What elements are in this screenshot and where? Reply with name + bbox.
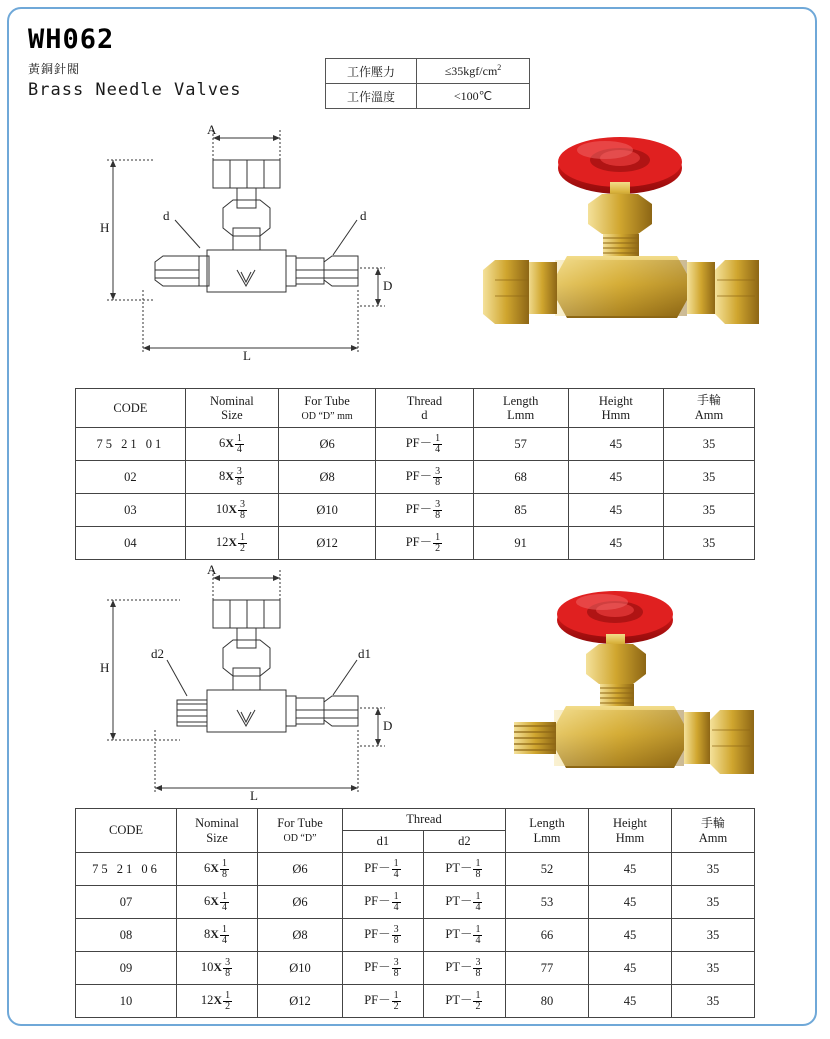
cell-height: 45 xyxy=(589,853,672,886)
table-row xyxy=(76,985,755,1018)
cell-handwheel: 35 xyxy=(663,428,754,461)
cell-nominal-size: 8X $\frac{3}{8}$ xyxy=(185,461,278,494)
table-row xyxy=(76,919,755,952)
table-row xyxy=(76,952,755,985)
cell-nominal-size: 12X $\frac{1}{2}$ xyxy=(177,985,258,1018)
spec-value-temperature: <100℃ xyxy=(417,84,530,109)
table-row xyxy=(76,886,755,919)
cell-nominal-size: 10X $\frac{3}{8}$ xyxy=(185,494,278,527)
th-for-tube: For Tube OD “D” mm xyxy=(278,389,375,428)
cell-code: 08 xyxy=(76,919,177,952)
cell-thread-d1: PF－ $\frac{1}{4}$ xyxy=(343,853,424,886)
dim-label-d-bottom: D xyxy=(383,718,393,733)
th-thread-d1: d1 xyxy=(343,831,424,853)
th-length: Length Lmm xyxy=(473,389,568,428)
cell-height: 45 xyxy=(568,428,663,461)
cell-nominal-size: 6X $\frac{1}{4}$ xyxy=(185,428,278,461)
cell-nominal-size: 10X $\frac{3}{8}$ xyxy=(177,952,258,985)
dim-label-h-top: H xyxy=(100,220,110,235)
cell-nominal-size: 6X $\frac{1}{8}$ xyxy=(177,853,258,886)
table-row xyxy=(76,461,755,494)
cell-handwheel: 35 xyxy=(672,886,755,919)
cell-length: 91 xyxy=(473,527,568,560)
cell-length: 80 xyxy=(506,985,589,1018)
page-title: WH062 xyxy=(28,24,115,55)
dim-label-d-top: D xyxy=(383,278,393,293)
cell-handwheel: 35 xyxy=(663,494,754,527)
title-block xyxy=(28,24,241,100)
cell-thread-d1: PF－ $\frac{3}{8}$ xyxy=(343,919,424,952)
th-nominal-size: Nominal Size xyxy=(177,809,258,853)
spec-sup-pressure: 2 xyxy=(497,63,502,72)
cell-length: 53 xyxy=(506,886,589,919)
cell-for-tube: Ø10 xyxy=(258,952,343,985)
th-thread: Thread d xyxy=(376,389,473,428)
dim-label-h-bottom: H xyxy=(100,660,110,675)
callout-d-right-top: d xyxy=(360,208,367,223)
dim-label-l-top: L xyxy=(243,348,251,363)
table-row xyxy=(76,527,755,560)
spec-value-pressure: $\le 35kgf/cm^2$ xyxy=(417,59,530,84)
cell-height: 45 xyxy=(589,886,672,919)
cell-handwheel: 35 xyxy=(672,952,755,985)
spec-row-temperature xyxy=(326,84,530,109)
table-header-row xyxy=(76,389,755,428)
english-title: Brass Needle Valves xyxy=(28,80,242,100)
cell-thread-d1: PF－ $\frac{3}{8}$ xyxy=(343,952,424,985)
cell-height: 45 xyxy=(568,461,663,494)
callout-d2-left-bottom: d2 xyxy=(151,646,164,661)
th-height: Height Hmm xyxy=(568,389,663,428)
spec-label-pressure: 工作壓力 xyxy=(326,59,417,84)
th-thread-d2: d2 xyxy=(423,831,505,853)
th-height: Height Hmm xyxy=(589,809,672,853)
cell-for-tube: Ø10 xyxy=(278,494,375,527)
cell-handwheel: 35 xyxy=(672,919,755,952)
cell-for-tube: Ø6 xyxy=(278,428,375,461)
chinese-title: 黃銅針閥 xyxy=(28,62,81,76)
product-photo-top xyxy=(455,130,785,365)
dim-label-a-top: A xyxy=(207,122,217,137)
callout-d1-right-bottom: d1 xyxy=(358,646,371,661)
table-row xyxy=(76,494,755,527)
cell-thread: PF－ $\frac{3}{8}$ xyxy=(376,461,473,494)
cell-height: 45 xyxy=(589,952,672,985)
cell-thread-d1: PF－ $\frac{1}{4}$ xyxy=(343,886,424,919)
cell-code: 75 21 06 xyxy=(76,853,177,886)
th-thread: Thread xyxy=(343,809,506,831)
cell-nominal-size: 12X $\frac{1}{2}$ xyxy=(185,527,278,560)
cell-length: 77 xyxy=(506,952,589,985)
product-photo-bottom xyxy=(470,580,790,815)
th-code: CODE xyxy=(76,809,177,853)
cell-code: 09 xyxy=(76,952,177,985)
cell-handwheel: 35 xyxy=(663,461,754,494)
spec-table xyxy=(325,58,530,109)
cell-thread-d2: PT－ $\frac{3}{8}$ xyxy=(423,952,505,985)
cell-length: 85 xyxy=(473,494,568,527)
cell-height: 45 xyxy=(589,985,672,1018)
cell-code: 75 21 01 xyxy=(76,428,186,461)
dim-label-a-bottom: A xyxy=(207,562,217,577)
cell-thread-d2: PT－ $\frac{1}{4}$ xyxy=(423,886,505,919)
cell-for-tube: Ø8 xyxy=(278,461,375,494)
cell-for-tube: Ø6 xyxy=(258,886,343,919)
table-row xyxy=(76,428,755,461)
cell-height: 45 xyxy=(568,494,663,527)
specification-table-bottom xyxy=(75,808,755,1018)
cell-thread-d2: PT－ $\frac{1}{8}$ xyxy=(423,853,505,886)
th-handwheel: 手輪 Amm xyxy=(672,809,755,853)
drawing-top-valve xyxy=(95,120,395,370)
cell-code: 04 xyxy=(76,527,186,560)
cell-length: 52 xyxy=(506,853,589,886)
spec-label-temperature: 工作溫度 xyxy=(326,84,417,109)
drawing-bottom-valve xyxy=(95,560,395,810)
table-header-row xyxy=(76,809,755,831)
cell-for-tube: Ø12 xyxy=(258,985,343,1018)
cell-length: 57 xyxy=(473,428,568,461)
table-row xyxy=(76,853,755,886)
cell-thread: PF－ $\frac{1}{2}$ xyxy=(376,527,473,560)
cell-handwheel: 35 xyxy=(663,527,754,560)
th-nominal-size: Nominal Size xyxy=(185,389,278,428)
cell-nominal-size: 6X $\frac{1}{4}$ xyxy=(177,886,258,919)
cell-height: 45 xyxy=(589,919,672,952)
spec-row-pressure xyxy=(326,59,530,84)
cell-nominal-size: 8X $\frac{1}{4}$ xyxy=(177,919,258,952)
cell-handwheel: 35 xyxy=(672,853,755,886)
cell-code: 10 xyxy=(76,985,177,1018)
cell-length: 68 xyxy=(473,461,568,494)
cell-thread-d1: PF－ $\frac{1}{2}$ xyxy=(343,985,424,1018)
th-for-tube: For Tube OD “D” xyxy=(258,809,343,853)
th-handwheel: 手輪 Amm xyxy=(663,389,754,428)
cell-thread: PF－ $\frac{1}{4}$ xyxy=(376,428,473,461)
cell-code: 07 xyxy=(76,886,177,919)
cell-height: 45 xyxy=(568,527,663,560)
th-code: CODE xyxy=(76,389,186,428)
specification-table-top xyxy=(75,388,755,560)
cell-for-tube: Ø8 xyxy=(258,919,343,952)
dim-label-l-bottom: L xyxy=(250,788,258,803)
cell-thread-d2: PT－ $\frac{1}{4}$ xyxy=(423,919,505,952)
callout-d-left-top: d xyxy=(163,208,170,223)
cell-thread: PF－ $\frac{3}{8}$ xyxy=(376,494,473,527)
cell-thread-d2: PT－ $\frac{1}{2}$ xyxy=(423,985,505,1018)
cell-for-tube: Ø6 xyxy=(258,853,343,886)
th-length: Length Lmm xyxy=(506,809,589,853)
cell-handwheel: 35 xyxy=(672,985,755,1018)
cell-length: 66 xyxy=(506,919,589,952)
cell-for-tube: Ø12 xyxy=(278,527,375,560)
cell-code: 02 xyxy=(76,461,186,494)
cell-code: 03 xyxy=(76,494,186,527)
